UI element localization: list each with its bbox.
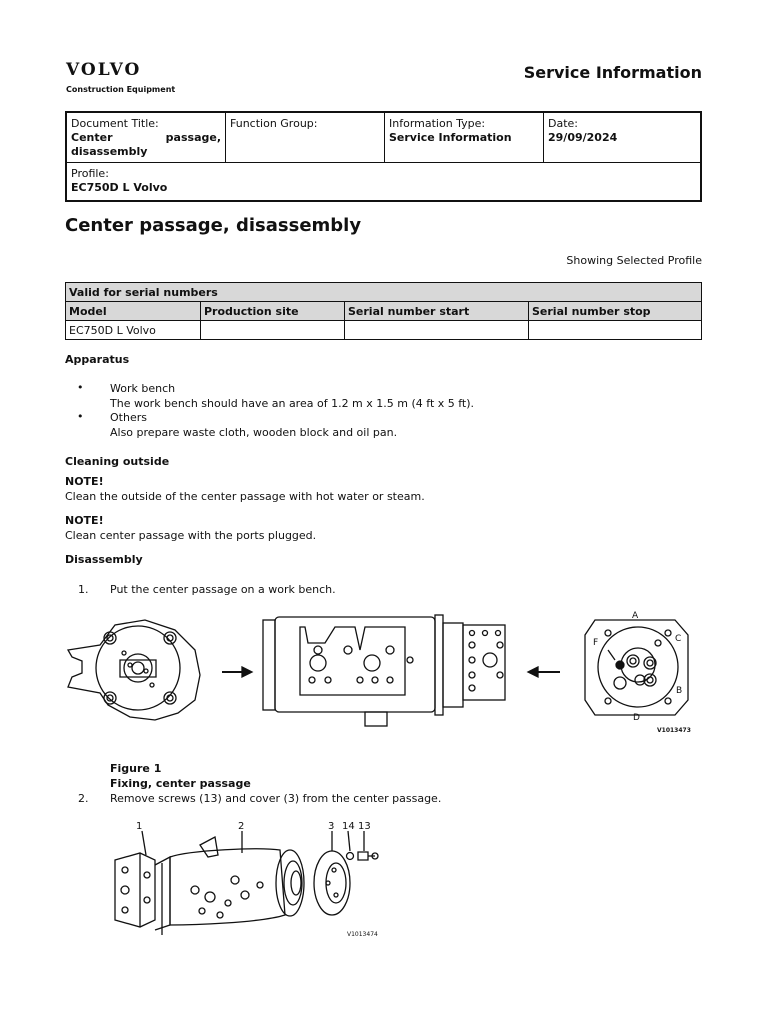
- note-label: NOTE!: [65, 514, 104, 527]
- document-meta-table: [65, 111, 702, 202]
- column-header: Model: [66, 302, 201, 321]
- label-c: C: [675, 634, 682, 644]
- label-part-13: 13: [358, 821, 371, 832]
- profile-value: EC750D L Volvo: [71, 181, 168, 194]
- port-end-view: [585, 620, 688, 715]
- step-number: 2.: [78, 792, 89, 805]
- column-header: Production site: [201, 302, 345, 321]
- table-cell: [201, 321, 345, 340]
- bullet-icon: •: [77, 410, 84, 423]
- label-f: F: [593, 638, 599, 648]
- brand-subtitle: Construction Equipment: [66, 85, 176, 94]
- showing-profile-text: Showing Selected Profile: [566, 254, 702, 267]
- list-item-title: Work bench: [110, 382, 176, 395]
- step-text: Put the center passage on a work bench.: [110, 583, 336, 596]
- disassembly-heading: Disassembly: [65, 553, 143, 566]
- label-part-14: 14: [342, 821, 355, 832]
- note-text: Clean center passage with the ports plugged.: [65, 529, 317, 542]
- part-14-washer: [347, 853, 354, 860]
- info-type-value: Service Information: [389, 131, 512, 144]
- serial-numbers-table: [65, 282, 702, 340]
- label-b: B: [676, 686, 683, 696]
- step-text: Remove screws (13) and cover (3) from the center passage.: [110, 792, 442, 805]
- function-group-label: Function Group:: [230, 117, 318, 130]
- center-passage-side-view: [263, 615, 505, 726]
- flange-end-view: [68, 620, 200, 720]
- date-cell: [544, 112, 702, 163]
- part-3-cover: [314, 851, 350, 915]
- doc-title-word1: Center: [71, 131, 113, 144]
- table-cell: EC750D L Volvo: [66, 321, 201, 340]
- function-group-cell: [226, 112, 385, 163]
- cleaning-heading: Cleaning outside: [65, 455, 170, 468]
- date-value: 29/09/2024: [548, 131, 618, 144]
- doc-title-label: Document Title:: [71, 117, 159, 130]
- profile-label: Profile:: [71, 167, 109, 180]
- date-label: Date:: [548, 117, 578, 130]
- figure-1-caption: Fixing, center passage: [110, 777, 251, 790]
- part-13-screw: [358, 852, 378, 860]
- figure-2-exploded-view: [100, 815, 400, 945]
- list-item-detail: The work bench should have an area of 1.2 m x 1.5 m (4 ft x 5 ft).: [110, 397, 475, 410]
- page-title: Center passage, disassembly: [65, 215, 362, 236]
- figure-1-code: V1013473: [657, 727, 691, 734]
- figure-1-number: Figure 1: [110, 762, 162, 775]
- apparatus-heading: Apparatus: [65, 353, 130, 366]
- table-cell: [529, 321, 702, 340]
- part-1-flange: [115, 853, 170, 935]
- label-part-1: 1: [136, 821, 143, 832]
- note-label: NOTE!: [65, 475, 104, 488]
- arrow-right-icon: [222, 667, 252, 677]
- label-a: A: [632, 611, 639, 621]
- part-2-body: [170, 837, 304, 925]
- table-cell: [345, 321, 529, 340]
- doc-title-line2: disassembly: [71, 145, 148, 158]
- figure-1-illustration: [60, 605, 700, 740]
- label-part-2: 2: [238, 821, 245, 832]
- doc-title-cell: [66, 112, 226, 163]
- doc-kind-title: Service Information: [523, 63, 702, 82]
- bullet-icon: •: [77, 381, 84, 394]
- info-type-label: Information Type:: [389, 117, 486, 130]
- table-row: [66, 321, 702, 340]
- label-d: D: [633, 713, 640, 723]
- serial-table-caption: Valid for serial numbers: [66, 283, 702, 302]
- info-type-cell: [385, 112, 544, 163]
- arrow-left-icon: [528, 667, 560, 677]
- doc-title-word2: passage,: [165, 131, 221, 144]
- label-part-3: 3: [328, 821, 335, 832]
- list-item-detail: Also prepare waste cloth, wooden block and oil pan.: [110, 426, 398, 439]
- step-number: 1.: [78, 583, 89, 596]
- figure-2-code: V1013474: [347, 931, 378, 938]
- profile-cell: [66, 163, 701, 202]
- volvo-logo: VOLVO: [66, 60, 142, 80]
- column-header: Serial number start: [345, 302, 529, 321]
- note-text: Clean the outside of the center passage with hot water or steam.: [65, 490, 425, 503]
- list-item-title: Others: [110, 411, 147, 424]
- column-header: Serial number stop: [529, 302, 702, 321]
